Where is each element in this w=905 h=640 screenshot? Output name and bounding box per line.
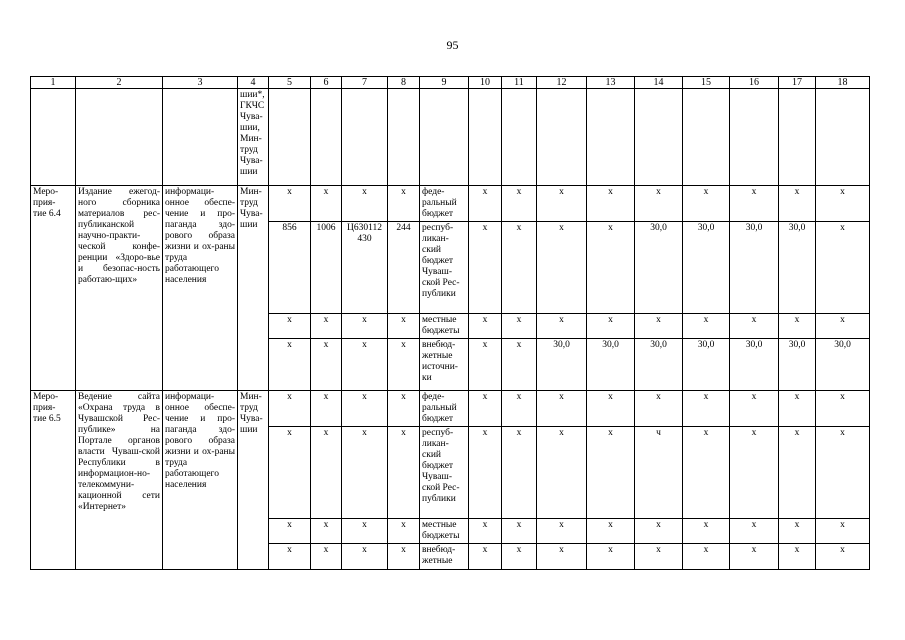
cell <box>469 89 502 186</box>
measure-goal: информаци-онное обеспе-чение и про-паганда здо-рового образа жизни и ох-раны труда работающего населения <box>163 186 238 391</box>
cell <box>683 89 730 186</box>
funding-value: x <box>502 222 537 314</box>
funding-value: 30,0 <box>683 222 730 314</box>
funding-value: x <box>816 314 870 339</box>
funding-value: x <box>779 427 816 519</box>
funding-value: 30,0 <box>730 339 779 391</box>
funding-value: x <box>537 519 587 544</box>
funding-source: внебюд- жетные <box>420 544 469 570</box>
funding-value: x <box>587 544 635 570</box>
cell-col7: x <box>342 339 388 391</box>
continuation-row <box>31 89 870 186</box>
cell-col6: x <box>311 186 342 222</box>
cell <box>635 89 683 186</box>
page-number: 95 <box>446 38 459 52</box>
column-header: 9 <box>420 77 469 89</box>
funding-value: x <box>683 186 730 222</box>
funding-source: местные бюджеты <box>420 519 469 544</box>
cell-col8: 244 <box>388 222 420 314</box>
measure-code: Меро- прия- тие 6.4 <box>31 186 76 391</box>
column-header: 13 <box>587 77 635 89</box>
funding-value: x <box>683 544 730 570</box>
cell <box>587 89 635 186</box>
funding-value: x <box>537 222 587 314</box>
funding-value: 30,0 <box>730 222 779 314</box>
measure-code: Меро- прия- тие 6.5 <box>31 391 76 570</box>
funding-value: x <box>816 519 870 544</box>
funding-value: x <box>587 314 635 339</box>
cell-col5: x <box>269 339 311 391</box>
funding-value: x <box>502 427 537 519</box>
cell-col8: x <box>388 339 420 391</box>
funding-source: респуб- ликан- ский бюджет Чуваш- ской Рес- публики <box>420 222 469 314</box>
cell-col5: x <box>269 186 311 222</box>
funding-value: x <box>469 519 502 544</box>
cell <box>730 89 779 186</box>
budget-table <box>30 76 870 570</box>
funding-value: x <box>779 391 816 427</box>
funding-value: x <box>502 391 537 427</box>
cell-col8: x <box>388 544 420 570</box>
cell-col6: x <box>311 391 342 427</box>
funding-value: x <box>587 427 635 519</box>
funding-value: x <box>469 391 502 427</box>
cell-col8: x <box>388 519 420 544</box>
cell <box>311 89 342 186</box>
cell-col7: x <box>342 391 388 427</box>
funding-value: x <box>587 222 635 314</box>
funding-value: x <box>730 314 779 339</box>
cell-col7: Ц630112 430 <box>342 222 388 314</box>
cell-col6: x <box>311 544 342 570</box>
funding-value: 30,0 <box>635 222 683 314</box>
cell-col5: x <box>269 519 311 544</box>
funding-value: x <box>537 391 587 427</box>
cell-col6: x <box>311 519 342 544</box>
funding-value: x <box>816 544 870 570</box>
measure-name: Издание ежегод-ного сборника материалов рес-публиканской научно-практи-ческой конфе-ренции «Здоро-вье и безопас-ность работаю-щих» <box>76 186 163 391</box>
column-header: 4 <box>238 77 269 89</box>
funding-value: x <box>635 391 683 427</box>
funding-value: 30,0 <box>537 339 587 391</box>
funding-value: x <box>469 314 502 339</box>
column-header: 1 <box>31 77 76 89</box>
funding-value: x <box>502 519 537 544</box>
funding-value: 30,0 <box>635 339 683 391</box>
cell <box>537 89 587 186</box>
cell-col6: x <box>311 339 342 391</box>
funding-value: x <box>683 391 730 427</box>
funding-value: x <box>635 519 683 544</box>
funding-value: x <box>502 186 537 222</box>
funding-value: x <box>779 186 816 222</box>
cell-col8: x <box>388 186 420 222</box>
funding-value: x <box>779 544 816 570</box>
funding-value: x <box>816 391 870 427</box>
column-header: 15 <box>683 77 730 89</box>
column-header: 16 <box>730 77 779 89</box>
funding-source: респуб- ликан- ский бюджет Чуваш- ской Рес- публики <box>420 427 469 519</box>
funding-value: x <box>730 186 779 222</box>
funding-value: x <box>816 186 870 222</box>
funding-value: x <box>587 186 635 222</box>
cell <box>816 89 870 186</box>
measure-name: Ведение сайта «Охрана труда в Чувашской Рес-публике» на Портале органов власти Чуваш-ской Республики в информацион-но-телекоммуни-кационной сети «Интернет» <box>76 391 163 570</box>
funding-value: x <box>730 391 779 427</box>
funding-value: x <box>635 314 683 339</box>
funding-value: 30,0 <box>779 222 816 314</box>
column-header: 12 <box>537 77 587 89</box>
measure-executor: Мин- труд Чува- шии <box>238 391 269 570</box>
funding-value: x <box>469 186 502 222</box>
header-row <box>31 77 870 89</box>
cell-col7: x <box>342 519 388 544</box>
funding-value: x <box>537 186 587 222</box>
funding-value: x <box>779 314 816 339</box>
cell-col8: x <box>388 314 420 339</box>
funding-value: 30,0 <box>816 339 870 391</box>
funding-value: x <box>730 519 779 544</box>
funding-value: x <box>537 314 587 339</box>
cell-col5: x <box>269 391 311 427</box>
funding-value: ч <box>635 427 683 519</box>
funding-value: x <box>816 427 870 519</box>
funding-value: x <box>779 519 816 544</box>
cell <box>76 89 163 186</box>
cell <box>779 89 816 186</box>
funding-source: местные бюджеты <box>420 314 469 339</box>
cell-col7: x <box>342 427 388 519</box>
column-header: 2 <box>76 77 163 89</box>
funding-value: x <box>683 427 730 519</box>
funding-value: x <box>587 391 635 427</box>
cell-col5: x <box>269 544 311 570</box>
column-header: 18 <box>816 77 870 89</box>
funding-value: 30,0 <box>683 339 730 391</box>
column-header: 6 <box>311 77 342 89</box>
cell <box>388 89 420 186</box>
executor-continued: шии*, ГКЧС Чува- шии, Мин- труд Чува- шии <box>238 89 269 186</box>
funding-value: x <box>469 427 502 519</box>
cell <box>31 89 76 186</box>
funding-value: x <box>502 544 537 570</box>
funding-value: x <box>683 519 730 544</box>
cell <box>502 89 537 186</box>
funding-value: 30,0 <box>779 339 816 391</box>
funding-value: x <box>730 544 779 570</box>
funding-value: x <box>469 222 502 314</box>
funding-value: x <box>502 339 537 391</box>
cell <box>342 89 388 186</box>
funding-value: x <box>587 519 635 544</box>
cell-col6: 1006 <box>311 222 342 314</box>
cell <box>269 89 311 186</box>
column-header: 7 <box>342 77 388 89</box>
cell <box>163 89 238 186</box>
column-header: 3 <box>163 77 238 89</box>
funding-source: феде- ральный бюджет <box>420 391 469 427</box>
funding-value: x <box>635 544 683 570</box>
funding-value: x <box>816 222 870 314</box>
cell-col7: x <box>342 544 388 570</box>
cell-col6: x <box>311 314 342 339</box>
cell <box>420 89 469 186</box>
column-header: 11 <box>502 77 537 89</box>
column-header: 8 <box>388 77 420 89</box>
cell-col6: x <box>311 427 342 519</box>
funding-value: x <box>635 186 683 222</box>
funding-value: x <box>537 427 587 519</box>
cell-col5: 856 <box>269 222 311 314</box>
measure-goal: информаци-онное обеспе-чение и про-паганда здо-рового образа жизни и ох-раны труда работающего населения <box>163 391 238 570</box>
cell-col8: x <box>388 427 420 519</box>
column-header: 5 <box>269 77 311 89</box>
cell-col7: x <box>342 314 388 339</box>
funding-value: 30,0 <box>587 339 635 391</box>
funding-source: феде- ральный бюджет <box>420 186 469 222</box>
cell-col7: x <box>342 186 388 222</box>
funding-source: внебюд- жетные источни- ки <box>420 339 469 391</box>
funding-value: x <box>683 314 730 339</box>
funding-value: x <box>469 339 502 391</box>
funding-value: x <box>502 314 537 339</box>
funding-value: x <box>537 544 587 570</box>
cell-col5: x <box>269 314 311 339</box>
cell-col5: x <box>269 427 311 519</box>
column-header: 17 <box>779 77 816 89</box>
measure-executor: Мин- труд Чува- шии <box>238 186 269 391</box>
measure-row <box>31 186 870 222</box>
column-header: 10 <box>469 77 502 89</box>
column-header: 14 <box>635 77 683 89</box>
funding-value: x <box>730 427 779 519</box>
cell-col8: x <box>388 391 420 427</box>
funding-value: x <box>469 544 502 570</box>
measure-row <box>31 391 870 427</box>
